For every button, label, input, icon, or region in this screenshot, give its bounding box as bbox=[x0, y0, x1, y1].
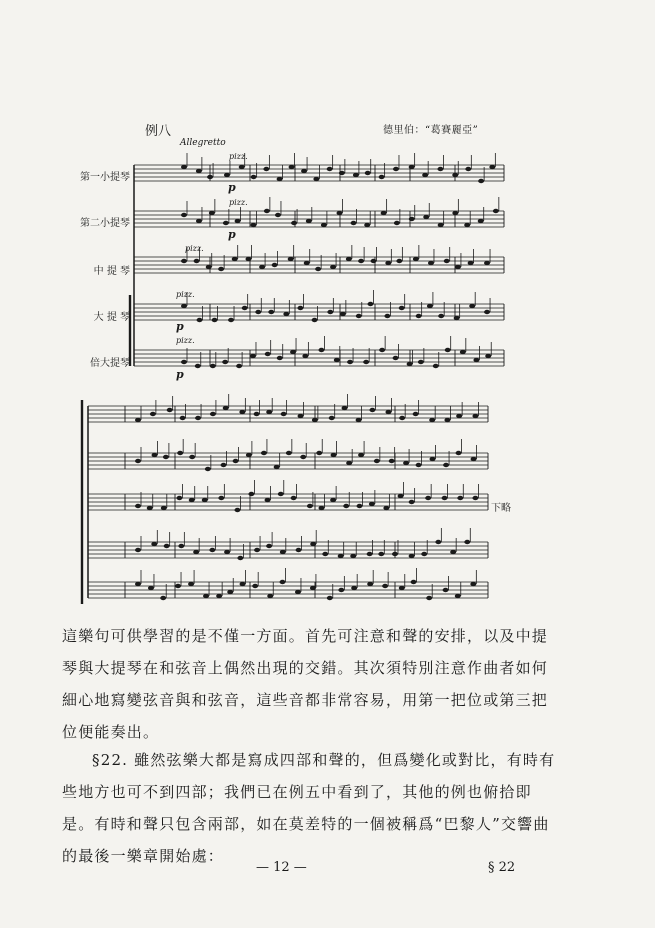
note-head bbox=[312, 318, 318, 322]
note-head bbox=[265, 352, 271, 356]
note-head bbox=[280, 550, 286, 554]
note-head bbox=[478, 179, 484, 183]
note-head bbox=[356, 504, 362, 508]
note-head bbox=[409, 217, 415, 221]
note-head bbox=[351, 221, 357, 225]
note-head bbox=[206, 265, 212, 269]
note-head bbox=[312, 418, 318, 422]
page-number: — 12 — bbox=[256, 860, 307, 875]
note-head bbox=[210, 412, 216, 416]
note-head bbox=[264, 209, 270, 213]
note-head bbox=[460, 350, 466, 354]
note-head bbox=[313, 177, 319, 181]
pizz-marking: pizz. bbox=[229, 152, 248, 161]
note-head bbox=[331, 453, 337, 457]
note-head bbox=[318, 348, 324, 352]
note-head bbox=[455, 265, 461, 269]
pizz-marking: pizz. bbox=[176, 290, 195, 299]
note-head bbox=[394, 221, 400, 225]
note-head bbox=[222, 360, 228, 364]
note-head bbox=[478, 219, 484, 223]
note-head bbox=[152, 453, 158, 457]
note-head bbox=[266, 544, 272, 548]
note-head bbox=[218, 496, 224, 500]
note-head bbox=[369, 408, 375, 412]
note-head bbox=[334, 358, 340, 362]
note-head bbox=[224, 173, 230, 177]
note-head bbox=[433, 364, 439, 368]
note-head bbox=[161, 506, 167, 510]
note-head bbox=[465, 167, 471, 171]
note-head bbox=[135, 504, 141, 508]
note-head bbox=[452, 173, 458, 177]
note-head bbox=[472, 414, 478, 418]
note-head bbox=[455, 594, 461, 598]
note-head bbox=[235, 219, 241, 223]
note-head bbox=[188, 582, 194, 586]
note-head bbox=[456, 414, 462, 418]
note-head bbox=[304, 261, 310, 265]
note-head bbox=[195, 416, 201, 420]
note-head bbox=[381, 211, 387, 215]
note-head bbox=[181, 304, 187, 308]
note-head bbox=[272, 263, 278, 267]
note-head bbox=[393, 356, 399, 360]
note-head bbox=[281, 412, 287, 416]
note-head bbox=[470, 582, 476, 586]
note-head bbox=[358, 453, 364, 457]
note-head bbox=[237, 556, 243, 560]
note-head bbox=[445, 348, 451, 352]
note-head bbox=[464, 223, 470, 227]
note-head bbox=[403, 461, 409, 465]
note-head bbox=[254, 412, 260, 416]
note-head bbox=[364, 223, 370, 227]
note-head bbox=[261, 451, 267, 455]
note-head bbox=[389, 459, 395, 463]
note-head bbox=[427, 304, 433, 308]
note-head bbox=[298, 414, 304, 418]
note-head bbox=[212, 318, 218, 322]
note-head bbox=[228, 318, 234, 322]
note-head bbox=[254, 548, 260, 552]
example-label: 例八 bbox=[145, 124, 172, 139]
note-head bbox=[382, 584, 388, 588]
note-head bbox=[464, 540, 470, 544]
note-head bbox=[246, 257, 252, 261]
note-head bbox=[252, 584, 258, 588]
note-head bbox=[196, 169, 202, 173]
note-head bbox=[263, 167, 269, 171]
note-head bbox=[327, 596, 333, 600]
note-head bbox=[438, 223, 444, 227]
note-head bbox=[266, 410, 272, 414]
note-head bbox=[393, 167, 399, 171]
pizz-marking: pizz. bbox=[229, 198, 248, 207]
note-head bbox=[265, 498, 271, 502]
note-head bbox=[363, 360, 369, 364]
note-head bbox=[322, 552, 328, 556]
note-head bbox=[438, 314, 444, 318]
pizz-marking: pizz. bbox=[185, 244, 204, 253]
note-head bbox=[327, 167, 333, 171]
note-head bbox=[425, 496, 431, 500]
note-head bbox=[278, 492, 284, 496]
note-head bbox=[399, 586, 405, 590]
note-head bbox=[239, 410, 245, 414]
note-head bbox=[221, 463, 227, 467]
note-head bbox=[310, 586, 316, 590]
note-head bbox=[209, 211, 215, 215]
note-head bbox=[248, 492, 254, 496]
note-head bbox=[416, 463, 422, 467]
score-attribution: 德里伯：“葛賽麗亞” bbox=[383, 125, 479, 136]
note-head bbox=[330, 265, 336, 269]
note-head bbox=[160, 596, 166, 600]
note-head bbox=[339, 171, 345, 175]
note-head bbox=[289, 165, 295, 169]
note-head bbox=[275, 213, 281, 217]
note-head bbox=[399, 416, 405, 420]
note-head bbox=[239, 165, 245, 169]
note-head bbox=[216, 594, 222, 598]
note-head bbox=[347, 360, 353, 364]
note-head bbox=[277, 356, 283, 360]
instrument-label-violin-2: 第二小提琴 bbox=[80, 218, 130, 229]
note-head bbox=[392, 552, 398, 556]
note-head bbox=[150, 412, 156, 416]
note-head bbox=[203, 594, 209, 598]
note-head bbox=[181, 360, 187, 364]
note-head bbox=[194, 259, 200, 263]
note-head bbox=[321, 223, 327, 227]
note-head bbox=[164, 544, 170, 548]
pizz-marking: pizz. bbox=[176, 336, 195, 345]
note-head bbox=[338, 554, 344, 558]
note-head bbox=[233, 459, 239, 463]
note-head bbox=[330, 498, 336, 502]
note-head bbox=[288, 257, 294, 261]
note-head bbox=[450, 550, 456, 554]
note-head bbox=[135, 459, 141, 463]
note-head bbox=[428, 261, 434, 265]
note-head bbox=[338, 588, 344, 592]
note-head bbox=[223, 406, 229, 410]
note-head bbox=[167, 408, 173, 412]
note-head bbox=[379, 348, 385, 352]
note-head bbox=[369, 502, 375, 506]
note-head bbox=[327, 310, 333, 314]
note-head bbox=[385, 410, 391, 414]
note-head bbox=[437, 167, 443, 171]
note-head bbox=[358, 259, 364, 263]
note-head bbox=[189, 455, 195, 459]
note-head bbox=[399, 306, 405, 310]
note-head bbox=[259, 265, 265, 269]
note-head bbox=[195, 364, 201, 368]
note-head bbox=[421, 552, 427, 556]
note-head bbox=[196, 219, 202, 223]
note-head bbox=[435, 540, 441, 544]
note-head bbox=[457, 496, 463, 500]
note-head bbox=[418, 360, 424, 364]
note-head bbox=[319, 506, 325, 510]
note-head bbox=[250, 354, 256, 358]
note-head bbox=[297, 306, 303, 310]
note-head bbox=[181, 259, 187, 263]
note-head bbox=[147, 506, 153, 510]
note-head bbox=[346, 257, 352, 261]
note-head bbox=[274, 465, 280, 469]
instrument-label-viola: 中 提 琴 bbox=[93, 266, 130, 277]
note-head bbox=[413, 412, 419, 416]
note-head bbox=[223, 221, 229, 225]
dynamic-p: p bbox=[176, 368, 184, 381]
note-head bbox=[240, 582, 246, 586]
note-head bbox=[267, 594, 273, 598]
note-head bbox=[398, 494, 404, 498]
note-head bbox=[444, 418, 450, 422]
note-head bbox=[181, 165, 187, 169]
note-head bbox=[413, 257, 419, 261]
note-head bbox=[342, 406, 348, 410]
note-head bbox=[197, 318, 203, 322]
note-head bbox=[291, 221, 297, 225]
note-head bbox=[407, 362, 413, 366]
note-head bbox=[384, 314, 390, 318]
note-head bbox=[396, 259, 402, 263]
note-head bbox=[207, 175, 213, 179]
note-head bbox=[291, 496, 297, 500]
note-head bbox=[371, 259, 377, 263]
note-head bbox=[378, 552, 384, 556]
note-head bbox=[353, 173, 359, 177]
note-head bbox=[443, 463, 449, 467]
note-head bbox=[177, 451, 183, 455]
paragraph-1: 這樂句可供學習的是不僅一方面。首先可注意和聲的安排，以及中提琴與大提琴在和弦音上偶然出現的交錯。其次須特別注意作曲者如何細心地寫變弦音與和弦音，這些音都非常容易，用第一把位或第三把位便能奏出。 bbox=[62, 627, 549, 741]
note-head bbox=[181, 213, 187, 217]
note-head bbox=[301, 169, 307, 173]
note-head bbox=[468, 261, 474, 265]
note-head bbox=[454, 316, 460, 320]
note-head bbox=[316, 451, 322, 455]
dynamic-p: p bbox=[228, 181, 236, 194]
note-head bbox=[135, 548, 141, 552]
note-head bbox=[290, 350, 296, 354]
note-head bbox=[429, 418, 435, 422]
note-head bbox=[209, 548, 215, 552]
note-head bbox=[367, 302, 373, 306]
note-head bbox=[205, 467, 211, 471]
note-head bbox=[430, 457, 436, 461]
note-head bbox=[329, 416, 335, 420]
note-head bbox=[473, 358, 479, 362]
note-head bbox=[493, 209, 499, 213]
note-head bbox=[411, 580, 417, 584]
note-head bbox=[135, 582, 141, 586]
note-head bbox=[485, 354, 491, 358]
note-head bbox=[422, 173, 428, 177]
note-head bbox=[444, 259, 450, 263]
note-head bbox=[383, 506, 389, 510]
paragraph-2: §22. 雖然弦樂大都是寫成四部和聲的，但爲變化或對比，有時有些地方也可不到四部；我們已在例五中看到了，其他的例也俯拾即是。有時和聲只包含兩部，如在莫差特的一個被稱爲“巴黎人”交響曲的最後一樂章開始處： bbox=[62, 751, 556, 865]
note-head bbox=[251, 175, 257, 179]
tempo-marking: Allegretto bbox=[180, 138, 226, 148]
note-head bbox=[346, 461, 352, 465]
note-head bbox=[250, 223, 256, 227]
note-head bbox=[227, 590, 233, 594]
note-head bbox=[286, 451, 292, 455]
note-head bbox=[193, 550, 199, 554]
note-head bbox=[135, 418, 141, 422]
note-head bbox=[300, 455, 306, 459]
note-head bbox=[484, 261, 490, 265]
note-head bbox=[268, 310, 274, 314]
note-head bbox=[175, 584, 181, 588]
note-head bbox=[409, 554, 415, 558]
note-head bbox=[350, 554, 356, 558]
note-head bbox=[426, 596, 432, 600]
note-head bbox=[296, 548, 302, 552]
note-head bbox=[210, 364, 216, 368]
note-head bbox=[148, 586, 154, 590]
note-head bbox=[189, 498, 195, 502]
note-head bbox=[423, 215, 429, 219]
note-head bbox=[302, 354, 308, 358]
note-head bbox=[484, 310, 490, 314]
note-head bbox=[340, 312, 346, 316]
abbreviation-note: 下略 bbox=[491, 503, 511, 514]
note-head bbox=[452, 211, 458, 215]
note-head bbox=[255, 310, 261, 314]
note-head bbox=[374, 459, 380, 463]
note-head bbox=[151, 542, 157, 546]
note-head bbox=[409, 500, 415, 504]
note-head bbox=[471, 457, 477, 461]
instrument-label-double-bass: 倍大提琴 bbox=[90, 358, 130, 369]
note-head bbox=[472, 496, 478, 500]
note-head bbox=[310, 542, 316, 546]
note-head bbox=[385, 261, 391, 265]
note-head bbox=[306, 219, 312, 223]
note-head bbox=[283, 312, 289, 316]
note-head bbox=[356, 418, 362, 422]
note-head bbox=[224, 550, 230, 554]
note-head bbox=[279, 580, 285, 584]
note-head bbox=[367, 552, 373, 556]
section-reference: § 22 bbox=[488, 860, 516, 875]
note-head bbox=[232, 257, 238, 261]
note-head bbox=[337, 211, 343, 215]
note-head bbox=[234, 508, 240, 512]
instrument-label-cello: 大 提 琴 bbox=[93, 312, 130, 323]
note-head bbox=[367, 582, 373, 586]
note-head bbox=[442, 496, 448, 500]
note-head bbox=[307, 504, 313, 508]
note-head bbox=[295, 590, 301, 594]
dynamic-p: p bbox=[176, 320, 184, 333]
note-head bbox=[242, 306, 248, 310]
note-head bbox=[416, 314, 422, 318]
note-head bbox=[246, 453, 252, 457]
note-head bbox=[180, 416, 186, 420]
note-head bbox=[379, 175, 385, 179]
note-head bbox=[176, 496, 182, 500]
note-head bbox=[163, 455, 169, 459]
note-head bbox=[356, 314, 362, 318]
dynamic-p: p bbox=[228, 228, 236, 241]
note-head bbox=[409, 165, 415, 169]
note-head bbox=[489, 165, 495, 169]
note-head bbox=[365, 171, 371, 175]
note-head bbox=[456, 451, 462, 455]
note-head bbox=[343, 504, 349, 508]
note-head bbox=[178, 544, 184, 548]
note-head bbox=[236, 364, 242, 368]
note-head bbox=[315, 267, 321, 271]
note-head bbox=[277, 177, 283, 181]
note-head bbox=[202, 498, 208, 502]
note-head bbox=[443, 588, 449, 592]
note-head bbox=[351, 586, 357, 590]
note-head bbox=[218, 267, 224, 271]
instrument-label-violin-1: 第一小提琴 bbox=[80, 172, 130, 183]
note-head bbox=[469, 304, 475, 308]
